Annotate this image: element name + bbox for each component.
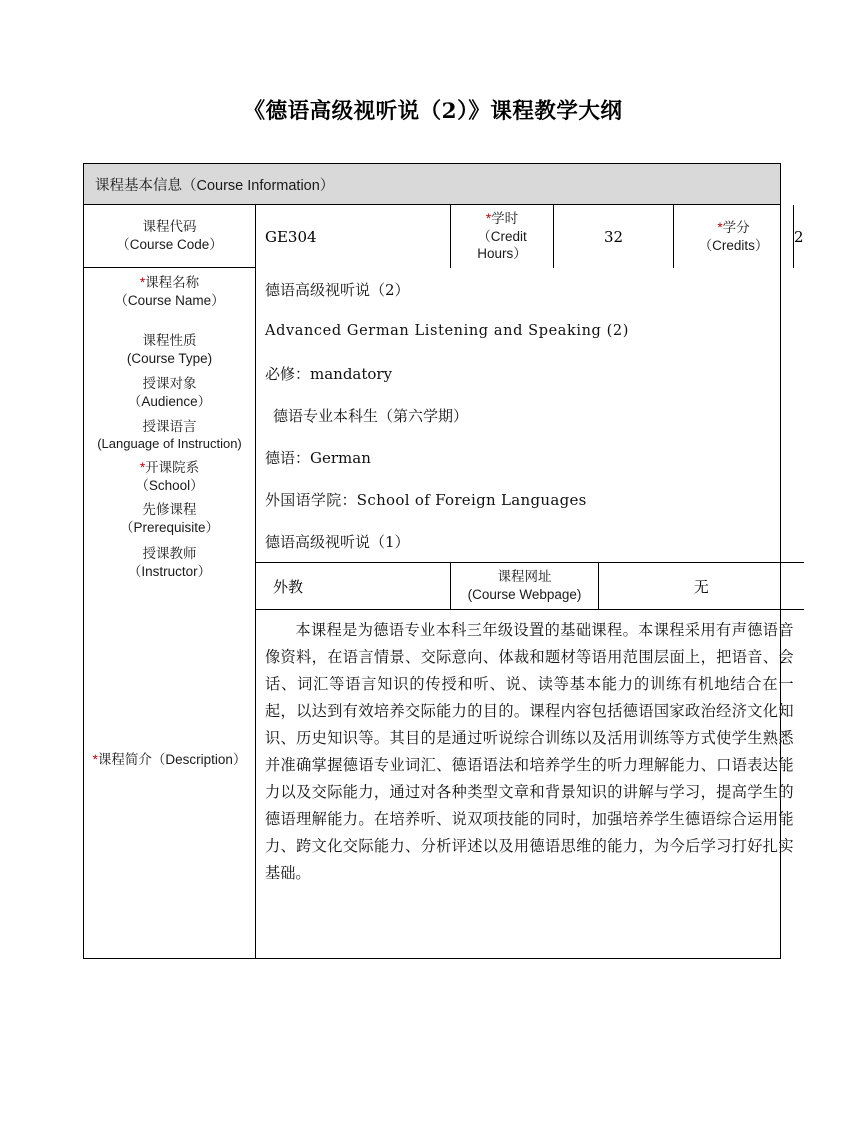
required-mark-credit-hours: *: [485, 211, 492, 227]
label-course-code-cn: 课程代码: [142, 219, 197, 235]
label-credits-en: （Credits）: [698, 237, 769, 253]
content-column: [256, 205, 804, 958]
label-credits-cn: *学分: [717, 219, 750, 235]
required-mark-description: *: [92, 752, 98, 768]
label-instructor-cn: 授课教师: [142, 546, 197, 562]
value-credits: 2: [794, 227, 804, 246]
value-course-code: GE304: [256, 205, 451, 268]
label-column: [84, 205, 256, 958]
label-prerequisite: [84, 498, 255, 540]
required-mark-course-name: *: [139, 275, 146, 290]
table-header-course-information: [84, 164, 780, 205]
label-instructor: [84, 540, 255, 586]
value-course-name-en: Advanced German Listening and Speaking (2): [265, 323, 629, 339]
label-course-type: [84, 320, 255, 372]
label-school-en: （School）: [135, 478, 204, 493]
label-credit-hours: [451, 205, 554, 268]
label-course-name: [84, 268, 255, 320]
label-course-webpage: [451, 563, 599, 609]
value-language-of-instruction: 德语：German: [265, 448, 371, 467]
label-school-cn: *开课院系: [139, 460, 200, 476]
label-description: [84, 586, 255, 934]
value-course-type: 必修：mandatory: [265, 364, 393, 383]
label-prerequisite-en: （Prerequisite）: [119, 520, 220, 535]
label-description-text: *课程简介（Description）: [92, 752, 247, 768]
label-course-type-en: (Course Type): [126, 351, 213, 367]
label-language-cn: 授课语言: [142, 418, 197, 434]
required-mark-school: *: [139, 460, 146, 476]
label-audience: [84, 372, 255, 414]
label-audience-cn: 授课对象: [142, 376, 197, 392]
label-course-webpage-en: (Course Webpage): [467, 587, 582, 602]
label-language-of-instruction: [84, 414, 255, 456]
row-instructor-webpage: [256, 562, 804, 610]
label-course-code-en: （Course Code）: [116, 237, 223, 252]
value-instructor: 外教: [256, 563, 451, 609]
label-credits: [674, 205, 794, 268]
label-credit-hours-cn: *学时: [485, 211, 519, 227]
table-header-label: 课程基本信息（Course Information）: [95, 177, 335, 194]
label-school: [84, 456, 255, 498]
label-language-en: (Language of Instruction): [97, 436, 242, 452]
label-instructor-en: （Instructor）: [127, 564, 212, 579]
label-credit-hours-en-line2: Hours）: [477, 246, 527, 262]
label-course-type-cn: 课程性质: [142, 333, 197, 349]
value-course-name-cn: 德语高级视听说（2）: [265, 280, 410, 299]
required-mark-credits: *: [717, 219, 723, 235]
label-course-webpage-cn: 课程网址: [497, 569, 552, 585]
label-audience-en: （Audience）: [127, 394, 212, 409]
page-title: 《德语高级视听说（2）》课程教学大纲: [243, 99, 623, 124]
course-information-table: [83, 163, 804, 959]
row-course-code: [256, 205, 804, 268]
label-prerequisite-cn: 先修课程: [142, 502, 197, 518]
value-prerequisite: 德语高级视听说（1）: [265, 532, 410, 551]
label-course-code: [84, 205, 255, 268]
label-course-name-cn: *课程名称: [139, 275, 200, 290]
value-credit-hours: 32: [554, 205, 674, 268]
table-body: [84, 205, 804, 958]
value-audience: 德语专业本科生（第六学期）: [273, 406, 469, 425]
value-description: 本课程是为德语专业本科三年级设置的基础课程。本课程采用有声德语音像资料，在语言情景、交际意向、体裁和题材等语用范围层面上，把语音、会话、词汇等语言知识的传授和听、说、读等基本能力的训练有机地结合在一起，以达到有效培养交际能力的目的。课程内容包括德语国家政治经济文化知识、历史知识等。其目的是通过听说综合训练以及活用训练等方式使学生熟悉并准确掌握德语专业词汇、德语语法和培养学生的听力理解能力、口语表达能力以及交际能力，通过对各种类型文章和背景知识的讲解与学习，提高学生的德语理解能力。在培养听、说双项技能的同时，加强培养学生德语综合运用能力、跨文化交际能力、分析评述以及用德语思维的能力，为今后学习打好扎实基础。: [265, 622, 794, 883]
row-description: [256, 610, 804, 958]
label-credit-hours-en-line1: （Credit: [477, 228, 527, 244]
label-course-name-en: （Course Name）: [114, 292, 225, 308]
value-course-webpage: 无: [693, 577, 709, 596]
value-school: 外国语学院：School of Foreign Languages: [265, 490, 587, 509]
